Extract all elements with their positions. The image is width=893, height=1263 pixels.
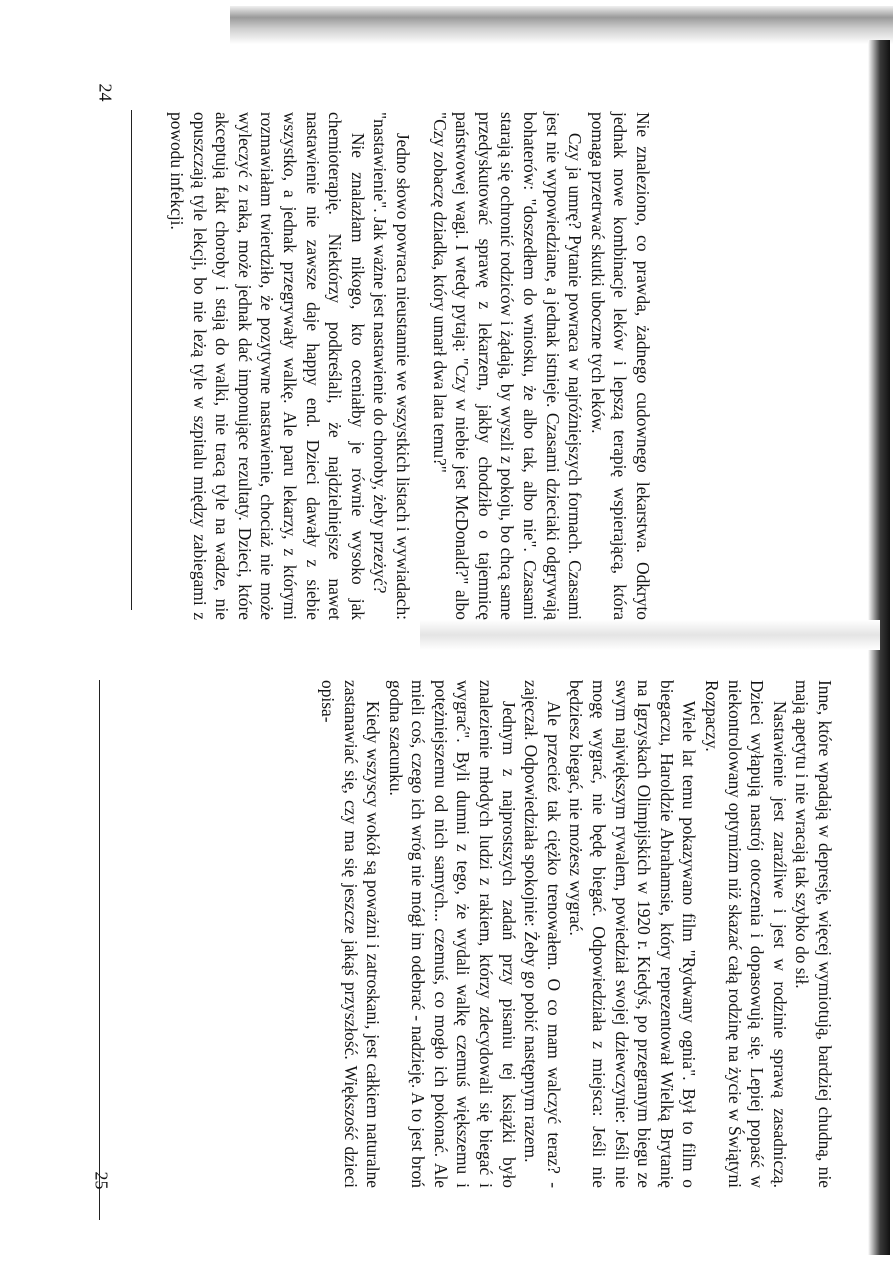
left-page-text xyxy=(166,112,654,620)
paragraph: Inne, które wpadają w depresję, więcej wymiotują, bardziej chudną, nie mają apetytu i nie wracają tak szybko do sił. xyxy=(792,680,835,1188)
left-page xyxy=(166,112,654,620)
right-page xyxy=(316,680,836,1188)
right-page-header-rule xyxy=(99,680,100,1220)
paragraph: Czy ja umrę? Pytanie powraca w najróżniejszych formach. Czasami jest nie wypowiedziane, a jednak istnieje. Czasami dzieciaki odgrywają bohaterów: "doszedłem do wniosku, że albo tak, albo nie". Czasami starają się ochronić rodziców i żądają, by wyszli z pokoju, bo chcą same przedyskutować sprawę z lekarzem, jakby chodziło o tajemnicę państwowej wagi. I wtedy pytają: "Czy w niebie jest McDonald?" albo "Czy zobaczę dziadka, który umarł dwa lata temu?" xyxy=(429,112,586,620)
paragraph: Nie znalazłam nikogo, kto oceniałby je równie wysoko jak chemioterapię. Niektórzy podkreślali, że najdzielniejsze nawet nastawienie nie zawsze daje happy end. Dzieci dawały z siebie wszystko, a jednak przegrywały walkę. Ale paru lekarzy, z którymi rozmawiałam twierdziło, że pozytywne nastawienie, chociaż nie może wyleczyć z raka, może jednak dać imponujące rezultaty. Dzieci, które akceptują fakt choroby i stają do walki, nie tracą tyle na wadze, nie opuszczają tyle lekcji, bo nie leżą tyle w szpitalu między zabiegami z powodu infekcji. xyxy=(167,112,368,620)
paragraph: Ale przecież tak ciężko trenowałem. O co mam walczyć teraz? - zajęczał. Odpowiedziała spokojnie: Żeby go pobić następnym razem. xyxy=(521,680,564,1188)
paragraph: Wiele lat temu pokazywano film "Rydwany ognia". Był to film o biegaczu, Haroldzie Abrahamsie, który reprezentował Wielką Brytanię na Igrzyskach Olimpijskich w 1920 r. Kiedyś, po przegranym biegu ze swym największym rywalem, powiedział swojej dziewczynie: Jeśli nie mogę wygrać, nie będę biegać. Odpowiedziała z miejsca: Jeśli nie będziesz biegać, nie możesz wygrać. xyxy=(566,680,700,1188)
book-spine xyxy=(420,620,880,650)
left-page-number: 24 xyxy=(95,83,116,102)
paragraph: Kiedy wszyscy wokół są poważni i zatroskani, jest całkiem naturalne zastanawiać się, czy ma się jeszcze jakąś przyszłość. Większość dzieci opisa- xyxy=(317,680,384,1188)
paragraph: Nastawienie jest zaraźliwe i jest w rodzinie sprawą zasadniczą. Dzieci wyłapują nastrój otoczenia i dopasowują się. Lepiej popaść w niekontrolowany optymizm niż skazać całą rodzinę na życie w Świątyni Rozpaczy. xyxy=(702,680,790,1188)
paragraph: Jednym z najprostszych zadań przy pisaniu tej książki było znalezienie młodych ludzi z rakiem, którzy zdecydowali się biegać i wygrać". Byli dumni z tego, że wydali walkę czemuś większemu i potężniejszemu od nich samych... czemuś, co mogło ich pokonać. Ale mieli coś, czego ich wróg nie mógł im odebrać - nadzieję. A to jest broń godna szacunku. xyxy=(385,680,519,1188)
scan-shadow-top xyxy=(230,6,893,44)
right-page-text xyxy=(316,680,836,1188)
left-page-header-rule xyxy=(131,110,132,610)
paragraph: Jedno słowo powraca nieustannie we wszystkich listach i wywiadach: "nastawienie". Jak ważne jest nastawienie do choroby, żeby przeżyć? xyxy=(370,112,414,620)
right-page-number: 25 xyxy=(91,1171,112,1190)
paragraph: Nie znaleziono, co prawda, żadnego cudownego lekarstwa. Odkryto jednak nowe kombinacje leków i lepszą terapię wspierającą, która pomaga przetrwać skutki uboczne tych leków. xyxy=(587,112,653,620)
